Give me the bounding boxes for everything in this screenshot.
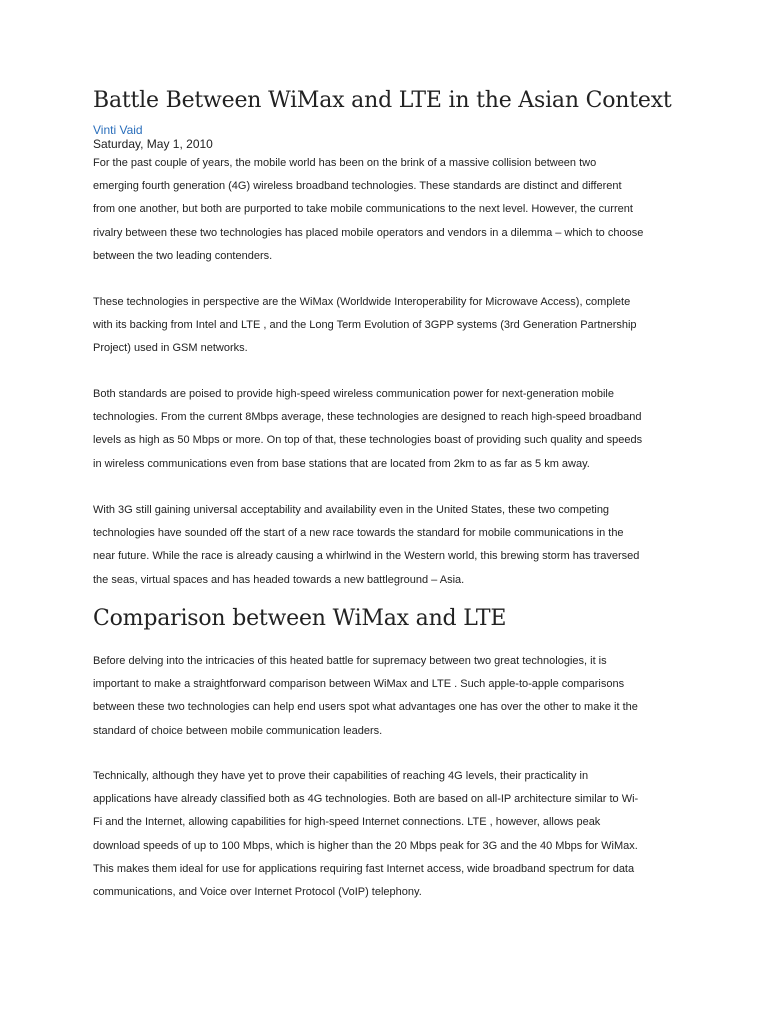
text-line: With 3G still gaining universal acceptability and availability even in the United States, these two competing bbox=[93, 504, 610, 516]
text-line: technologies have sounded off the start of a new race towards the standard for mobile communications in the bbox=[93, 527, 624, 540]
paragraph-intro-3 bbox=[93, 383, 683, 476]
text-line: important to make a straightforward comparison between WiMax and LTE . Such apple-to-apple comparisons bbox=[93, 678, 625, 691]
text-line: in wireless communications even from base stations that are located from 2km to as far as 5 km away. bbox=[93, 457, 590, 470]
text-line: Technically, although they have yet to prove their capabilities of reaching 4G levels, their practicality in bbox=[93, 770, 589, 782]
text-line: For the past couple of years, the mobile world has been on the brink of a massive collision between two bbox=[93, 157, 597, 169]
section-heading: Comparison between WiMax and LTE bbox=[93, 606, 507, 631]
text-line: between these two technologies can help end users spot what advantages one has over the other to make it the bbox=[93, 701, 638, 714]
article-title: Battle Between WiMax and LTE in the Asian Context bbox=[93, 88, 672, 113]
text-line: standard of choice between mobile communication leaders. bbox=[93, 724, 383, 737]
text-line: between the two leading contenders. bbox=[93, 249, 273, 262]
text-line: emerging fourth generation (4G) wireless broadband technologies. These standards are distinct and different bbox=[93, 180, 622, 193]
paragraph-intro-4 bbox=[93, 499, 683, 592]
author-link[interactable]: Vinti Vaid bbox=[93, 123, 143, 137]
publish-date: Saturday, May 1, 2010 bbox=[93, 137, 213, 151]
paragraph-intro-2 bbox=[93, 291, 683, 361]
text-line: levels as high as 50 Mbps or more. On top of that, these technologies boast of providing such quality and speeds bbox=[93, 434, 643, 447]
text-line: technologies. From the current 8Mbps average, these technologies are designed to reach high-speed broadband bbox=[93, 411, 642, 424]
text-line: the seas, virtual spaces and has headed towards a new battleground – Asia. bbox=[93, 573, 465, 586]
text-line: from one another, but both are purported to take mobile communications to the next level. However, the current bbox=[93, 203, 633, 216]
text-line: communications, and Voice over Internet Protocol (VoIP) telephony. bbox=[93, 886, 422, 899]
text-line: near future. While the race is already causing a whirlwind in the Western world, this brewing storm has traversed bbox=[93, 550, 640, 563]
paragraph-section-1 bbox=[93, 650, 683, 743]
text-line: This makes them ideal for use for applications requiring fast Internet access, wide broadband spectrum for data bbox=[93, 862, 635, 875]
text-line: These technologies in perspective are the WiMax (Worldwide Interoperability for Microwave Access), complete bbox=[93, 296, 631, 308]
text-line: rivalry between these two technologies has placed mobile operators and vendors in a dilemma – which to choose bbox=[93, 226, 644, 239]
text-line: Project) used in GSM networks. bbox=[93, 342, 248, 355]
paragraph-section-2 bbox=[93, 765, 683, 904]
text-line: download speeds of up to 100 Mbps, which is higher than the 20 Mbps peak for 3G and the 40 Mbps for WiMax. bbox=[93, 839, 638, 852]
text-line: Both standards are poised to provide high-speed wireless communication power for next-generation mobile bbox=[93, 388, 614, 400]
paragraph-intro-1 bbox=[93, 152, 683, 268]
text-line: applications have already classified both as 4G technologies. Both are based on all-IP architecture similar to Wi- bbox=[93, 793, 639, 806]
text-line: Before delving into the intricacies of this heated battle for supremacy between two great technologies, it is bbox=[93, 655, 607, 667]
text-line: Fi and the Internet, allowing capabilities for high-speed Internet connections. LTE , however, allows peak bbox=[93, 816, 601, 829]
text-line: with its backing from Intel and LTE , and the Long Term Evolution of 3GPP systems (3rd Generation Partnership bbox=[93, 319, 637, 332]
